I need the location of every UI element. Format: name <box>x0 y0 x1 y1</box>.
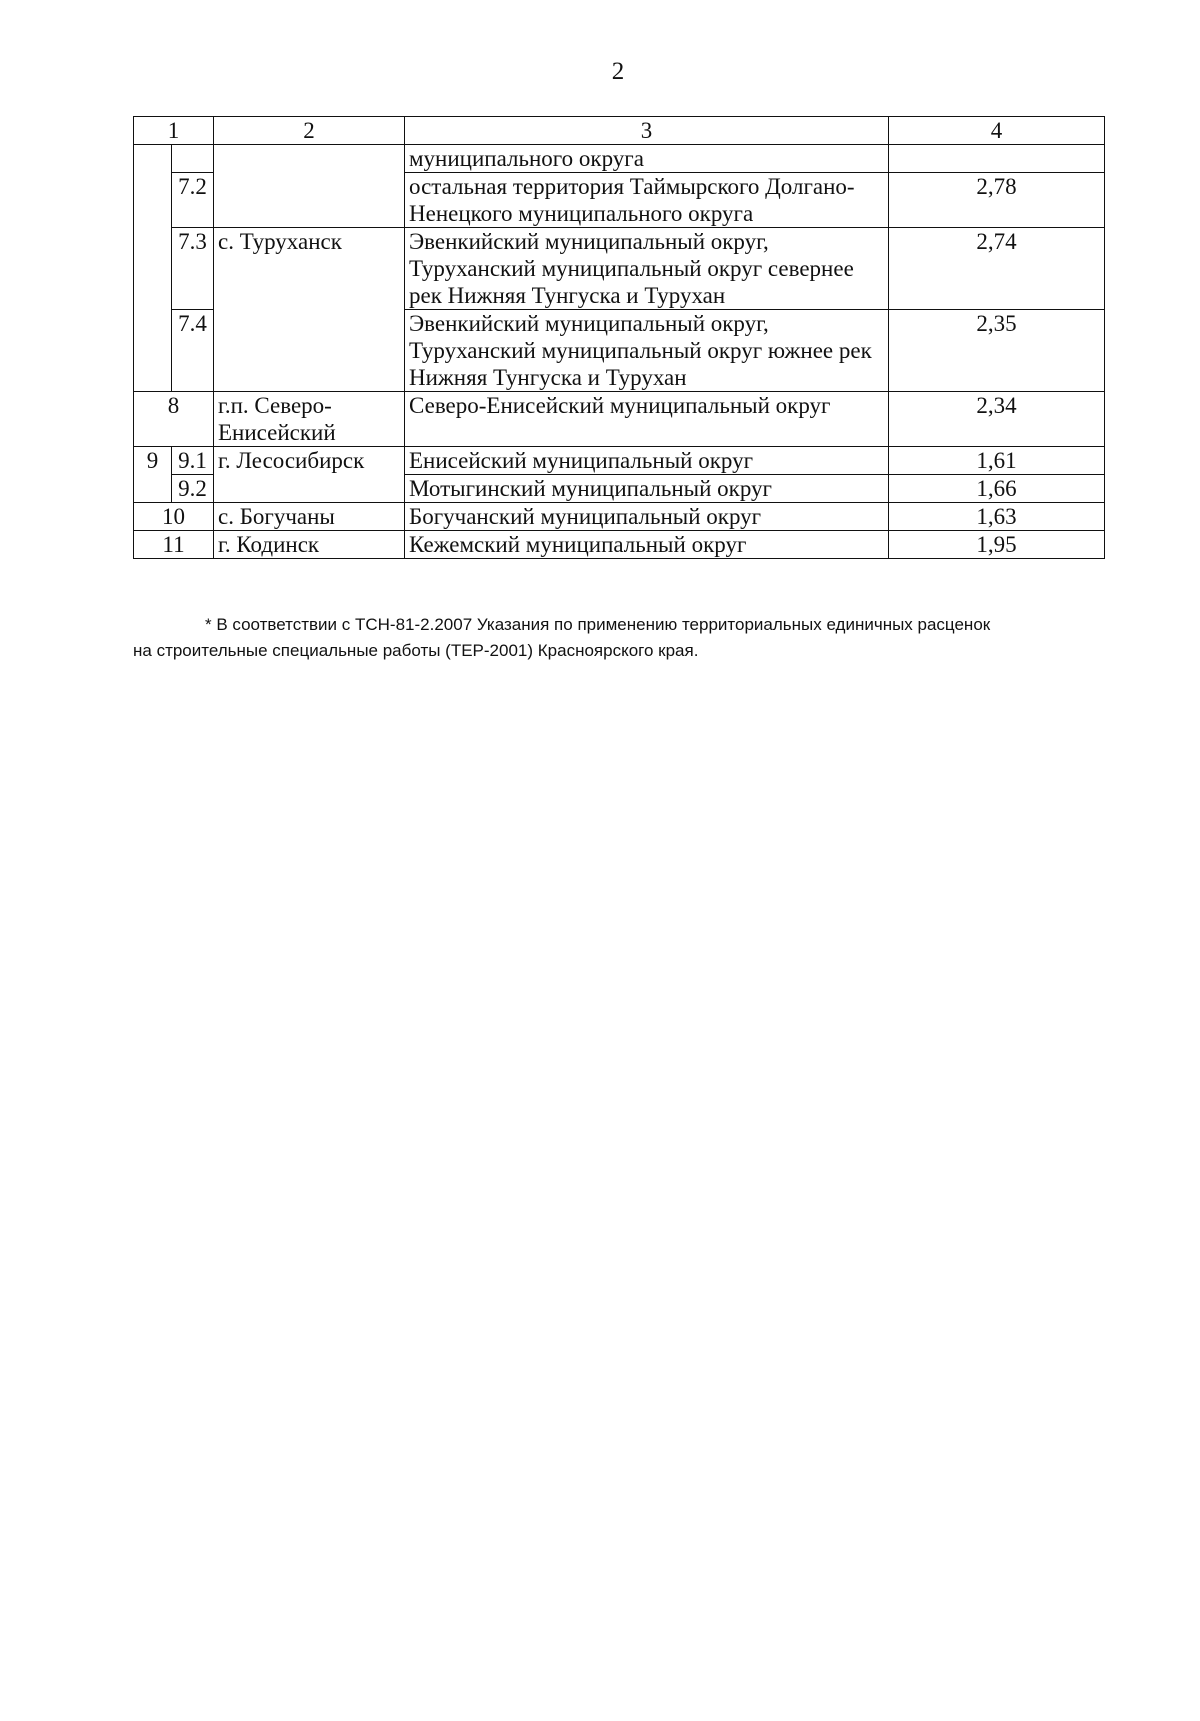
settlement-cell: г.п. Северо-Енисейский <box>214 392 405 447</box>
coefficient-cell <box>889 145 1105 173</box>
coefficient-cell: 1,66 <box>889 475 1105 503</box>
table-row <box>134 145 1105 173</box>
table-row <box>134 392 1105 447</box>
table-row <box>134 531 1105 559</box>
table-row <box>134 447 1105 475</box>
footnote-line-2: на строительные специальные работы (ТЕР-2001) Красноярского края. <box>133 641 699 660</box>
header-cell-2: 2 <box>214 117 405 145</box>
table-row <box>134 228 1105 310</box>
settlement-cell: с. Туруханск <box>214 228 405 392</box>
table-header-row <box>134 117 1105 145</box>
territory-cell: Кежемский муниципальный округ <box>405 531 889 559</box>
group-number-cell-9: 9 <box>134 447 172 503</box>
row-number-cell: 11 <box>134 531 214 559</box>
coefficient-cell: 2,34 <box>889 392 1105 447</box>
footnote <box>133 612 1104 664</box>
header-cell-3: 3 <box>405 117 889 145</box>
coefficient-cell: 1,95 <box>889 531 1105 559</box>
footnote-line-1: * В соответствии с ТСН-81-2.2007 Указания по применению территориальных единичных расценок <box>205 615 991 634</box>
sub-number-cell: 7.3 <box>172 228 214 310</box>
header-cell-1: 1 <box>134 117 214 145</box>
territory-cell: Эвенкийский муниципальный округ, Туруханский муниципальный округ севернее рек Нижняя Тунгуска и Турухан <box>405 228 889 310</box>
group-number-cell-7 <box>134 145 172 392</box>
territory-cell: Северо-Енисейский муниципальный округ <box>405 392 889 447</box>
settlement-cell <box>214 145 405 228</box>
header-cell-4: 4 <box>889 117 1105 145</box>
row-number-cell: 10 <box>134 503 214 531</box>
territory-cell: Эвенкийский муниципальный округ, Туруханский муниципальный округ южнее рек Нижняя Тунгуска и Турухан <box>405 310 889 392</box>
sub-number-cell <box>172 145 214 173</box>
territory-cell: Мотыгинский муниципальный округ <box>405 475 889 503</box>
territory-cell: муниципального округа <box>405 145 889 173</box>
page-number: 2 <box>611 58 625 85</box>
coefficients-table <box>133 116 1105 559</box>
settlement-cell: с. Богучаны <box>214 503 405 531</box>
row-number-cell: 8 <box>134 392 214 447</box>
coefficient-cell: 2,78 <box>889 173 1105 228</box>
sub-number-cell: 9.2 <box>172 475 214 503</box>
sub-number-cell: 9.1 <box>172 447 214 475</box>
territory-cell: Богучанский муниципальный округ <box>405 503 889 531</box>
sub-number-cell: 7.2 <box>172 173 214 228</box>
coefficient-cell: 2,74 <box>889 228 1105 310</box>
settlement-cell: г. Лесосибирск <box>214 447 405 503</box>
coefficient-cell: 1,63 <box>889 503 1105 531</box>
territory-cell: Енисейский муниципальный округ <box>405 447 889 475</box>
settlement-cell: г. Кодинск <box>214 531 405 559</box>
table-row <box>134 503 1105 531</box>
sub-number-cell: 7.4 <box>172 310 214 392</box>
territory-cell: остальная территория Таймырского Долгано-Ненецкого муниципального округа <box>405 173 889 228</box>
coefficient-cell: 1,61 <box>889 447 1105 475</box>
coefficient-cell: 2,35 <box>889 310 1105 392</box>
